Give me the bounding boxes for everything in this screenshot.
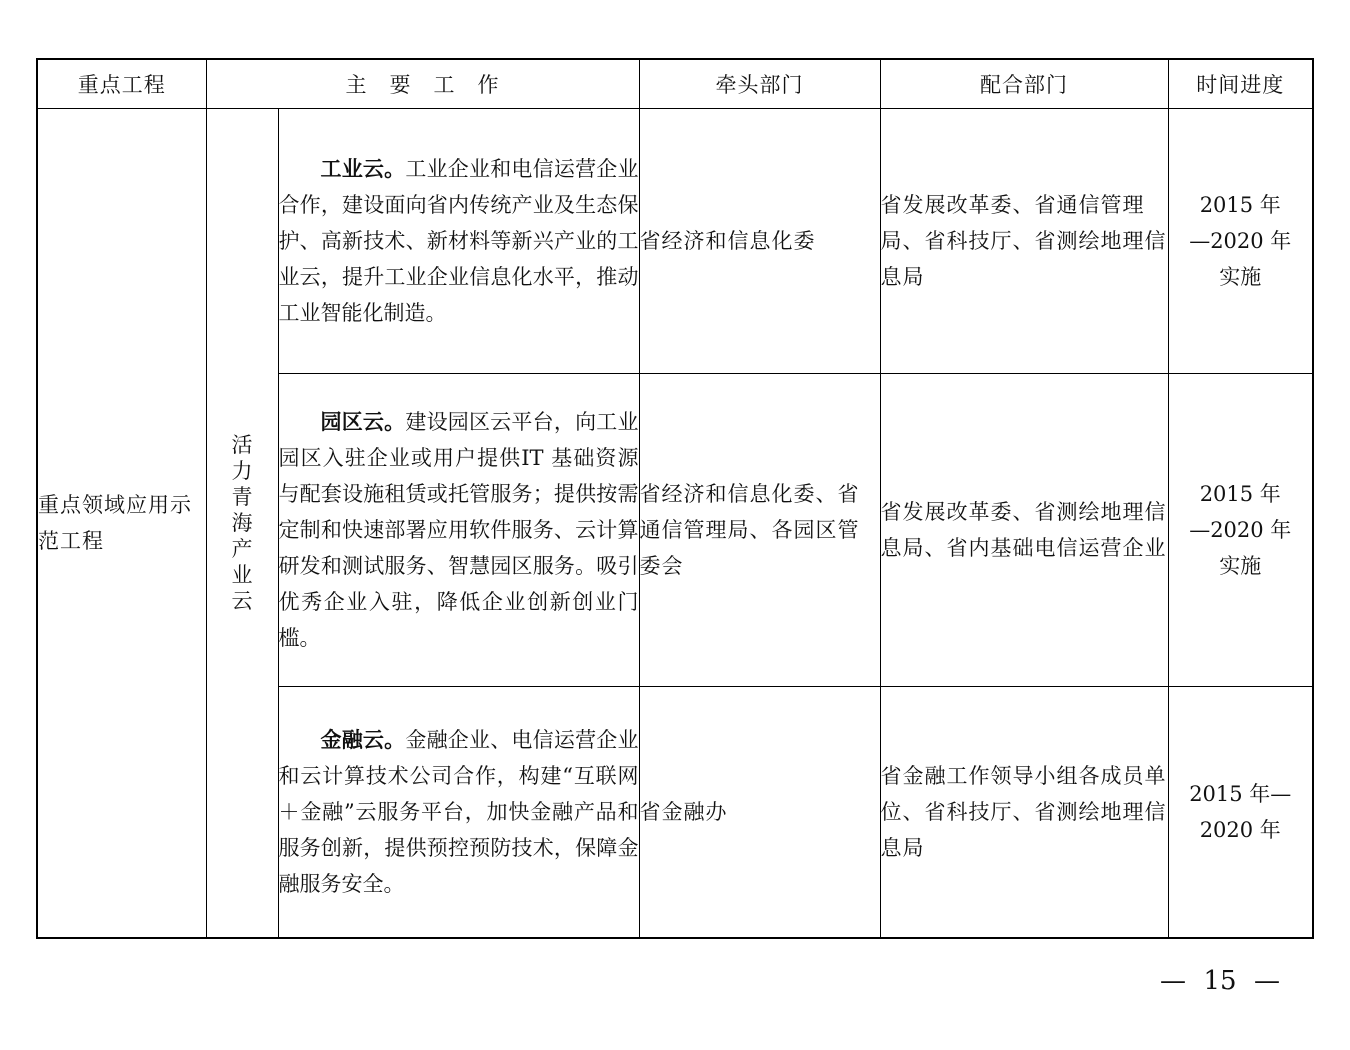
category-cell bbox=[206, 109, 278, 938]
lead-department-cell bbox=[639, 109, 880, 374]
support-department-text: 省金融工作领导小组各成员单位、省科技厅、省测绘地理信息局 bbox=[880, 763, 1167, 860]
key-project-cell bbox=[37, 109, 206, 938]
lead-department-text: 省金融办 bbox=[639, 799, 728, 824]
work-title: 园区云。 bbox=[320, 409, 406, 434]
header-lead-department: 牵头部门 bbox=[639, 59, 880, 109]
work-body: 工业企业和电信运营企业合作，建设面向省内传统产业及生态保护、高新技术、新材料等新兴产业的工业云，提升工业企业信息化水平，推动工业智能化制造。 bbox=[278, 157, 639, 325]
work-plan-table bbox=[36, 58, 1314, 939]
header-support-department: 配合部门 bbox=[880, 59, 1168, 109]
lead-department-text: 省经济和信息化委、省通信管理局、各园区管委会 bbox=[639, 482, 860, 578]
lead-department-cell bbox=[639, 374, 880, 687]
page-number: 15 bbox=[1203, 966, 1237, 996]
support-department-cell bbox=[880, 109, 1168, 374]
key-project-text: 重点领域应用示范工程 bbox=[38, 492, 192, 553]
schedule-cell bbox=[1168, 109, 1313, 374]
work-title: 金融云。 bbox=[320, 726, 406, 752]
header-main-work: 主 要 工 作 bbox=[206, 59, 639, 109]
lead-department-text: 省经济和信息化委 bbox=[639, 229, 816, 253]
work-body: 金融企业、电信运营企业和云计算技术公司合作，构建“互联网＋金融”云服务平台，加快金融产品和服务创新，提供预控预防技术，保障金融服务安全。 bbox=[278, 727, 639, 896]
page-dash-left: — bbox=[1160, 966, 1186, 996]
support-department-cell bbox=[880, 687, 1168, 938]
table-header-row bbox=[37, 59, 1313, 109]
schedule-line: 2020 年 bbox=[1199, 817, 1281, 842]
work-body: 建设园区云平台，向工业园区入驻企业或用户提供IT 基础资源与配套设施租赁或托管服务；提供按需定制和快速部署应用软件服务、云计算研发和测试服务、智慧园区服务。吸引优秀企业入驻，降低企业创新创业门槛。 bbox=[278, 410, 639, 650]
work-cell bbox=[278, 687, 639, 938]
page-number-footer bbox=[1160, 964, 1280, 998]
schedule-line: —2020 年 bbox=[1189, 229, 1292, 253]
work-cell bbox=[278, 374, 639, 687]
support-department-text: 省发展改革委、省通信管理局、省科技厅、省测绘地理信息局 bbox=[880, 193, 1167, 289]
schedule-cell bbox=[1168, 687, 1313, 938]
schedule-line: 2015 年— bbox=[1189, 781, 1292, 806]
support-department-text: 省发展改革委、省测绘地理信息局、省内基础电信运营企业 bbox=[880, 500, 1167, 560]
schedule-line: 实施 bbox=[1219, 265, 1262, 289]
page-dash-right: — bbox=[1254, 966, 1280, 996]
support-department-cell bbox=[880, 374, 1168, 687]
lead-department-cell bbox=[639, 687, 880, 938]
header-key-project: 重点工程 bbox=[37, 59, 206, 109]
table-row bbox=[37, 109, 1313, 374]
schedule-line: 2015 年 bbox=[1199, 193, 1281, 217]
schedule-cell bbox=[1168, 374, 1313, 687]
category-vertical-text: 活力青海产业云 bbox=[231, 432, 253, 613]
schedule-line: 2015 年 bbox=[1199, 482, 1281, 506]
schedule-line: —2020 年 bbox=[1189, 518, 1292, 542]
work-cell bbox=[278, 109, 639, 374]
work-title: 工业云。 bbox=[320, 156, 406, 181]
schedule-line: 实施 bbox=[1219, 554, 1262, 578]
header-schedule: 时间进度 bbox=[1168, 59, 1313, 109]
